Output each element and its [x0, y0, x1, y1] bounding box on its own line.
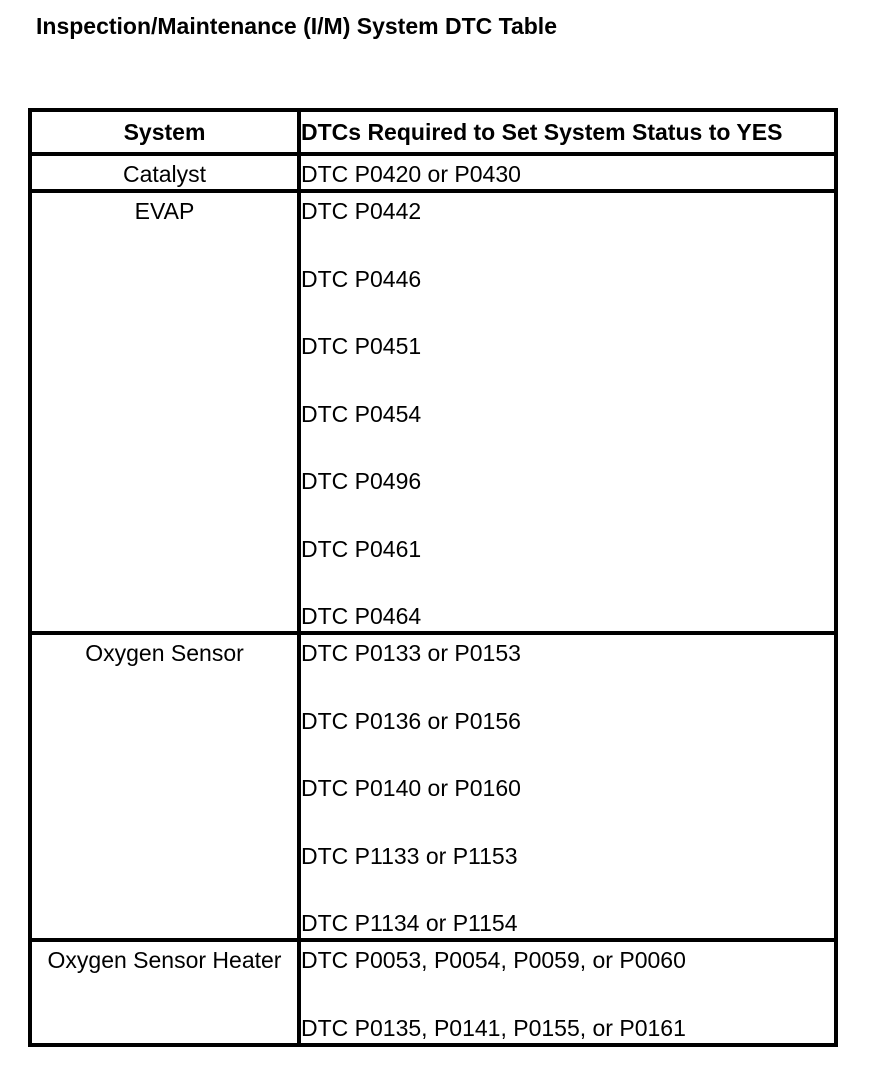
system-cell — [30, 940, 299, 1045]
dtc-code: DTC P1133 or P1153 — [301, 842, 518, 869]
dtc-code: DTC P0496 — [301, 468, 422, 494]
system-cell — [30, 154, 299, 191]
dtc-code: DTC P0135, P0141, P0155, or P0161 — [301, 1014, 686, 1041]
dtc-code: DTC P0136 or P0156 — [301, 707, 521, 734]
dtc-code: DTC P0140 or P0160 — [301, 775, 521, 801]
dtc-table — [28, 108, 838, 1047]
system-name: Oxygen Sensor Heater — [47, 947, 282, 973]
dtc-code: DTC P0442 — [301, 198, 422, 224]
table-row — [30, 154, 836, 191]
table-body — [30, 154, 836, 1045]
system-name: Oxygen Sensor — [85, 640, 244, 666]
dtc-code: DTC P0464 — [301, 603, 422, 629]
table-row — [30, 940, 836, 1045]
dtc-code: DTC P0133 or P0153 — [301, 640, 521, 666]
dtc-list-cell — [299, 633, 836, 940]
page-title: Inspection/Maintenance (I/M) System DTC Table — [36, 13, 557, 39]
dtc-code: DTC P1134 or P1154 — [301, 910, 518, 936]
system-cell — [30, 633, 299, 940]
dtc-code: DTC P0451 — [301, 333, 422, 359]
dtc-code: DTC P0420 or P0430 — [301, 161, 521, 187]
table-row — [30, 191, 836, 633]
system-name: Catalyst — [122, 161, 207, 187]
column-header-system: System — [30, 110, 299, 154]
dtc-code: DTC P0461 — [301, 535, 422, 562]
dtc-list-cell — [299, 191, 836, 633]
table-row — [30, 633, 836, 940]
dtc-code: DTC P0454 — [301, 400, 422, 427]
dtc-code: DTC P0446 — [301, 265, 422, 292]
system-name: EVAP — [134, 198, 195, 224]
dtc-list-cell — [299, 154, 836, 191]
dtc-list-cell — [299, 940, 836, 1045]
column-header-dtcs: DTCs Required to Set System Status to YES — [299, 110, 836, 154]
system-cell — [30, 191, 299, 633]
dtc-code: DTC P0053, P0054, P0059, or P0060 — [301, 947, 686, 973]
table-header-row — [30, 110, 836, 154]
